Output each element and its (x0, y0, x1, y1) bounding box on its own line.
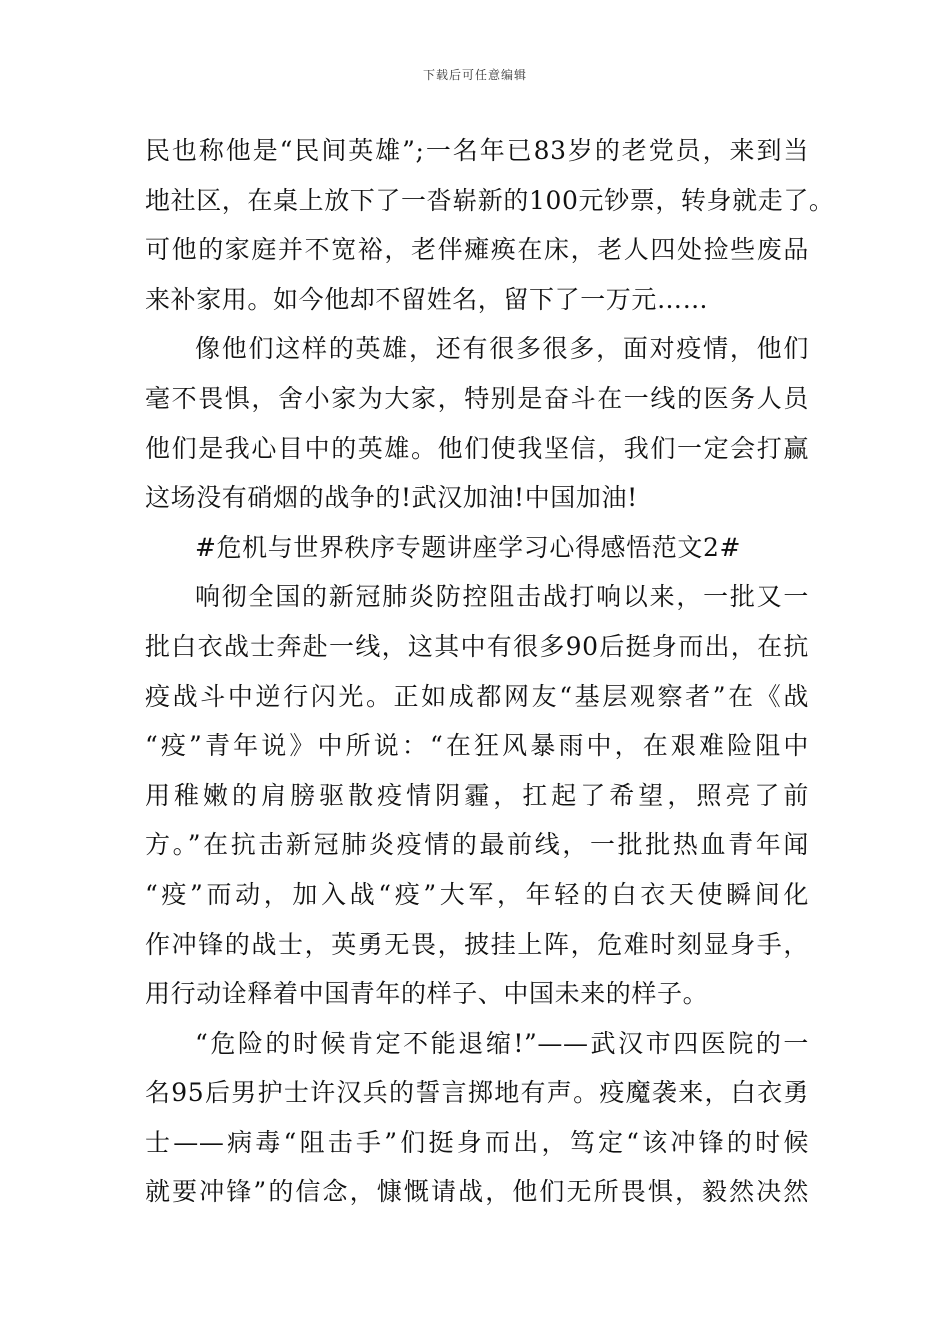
text-line: 民也称他是“民间英雄”;一名年已83岁的老党员，来到当 (145, 136, 809, 165)
text-line: 疫战斗中逆行闪光。正如成都网友“基层观察者”在《战 (145, 681, 809, 711)
text-line: #危机与世界秩序专题讲座学习心得感悟范文2# (195, 532, 742, 562)
text-line: 像他们这样的英雄，还有很多很多，面对疫情，他们 (195, 334, 809, 364)
text-line: “疫”而动，加入战“疫”大军，年轻的白衣天使瞬间化 (145, 879, 809, 909)
text-line: 作冲锋的战士，英勇无畏，披挂上阵，危难时刻显身手， (145, 929, 809, 959)
paragraph (145, 572, 809, 1018)
text-line: 毫不畏惧，舍小家为大家，特别是奋斗在一线的医务人员 (145, 383, 809, 413)
text-line: 响彻全国的新冠肺炎防控阻击战打响以来，一批又一 (195, 582, 809, 612)
text-line: 这场没有硝烟的战争的!武汉加油!中国加油! (145, 483, 638, 513)
section-heading (145, 523, 809, 573)
text-line: “疫”青年说》中所说：“在狂风暴雨中，在艰难险阻中 (145, 731, 809, 761)
text-line: 来补家用。如今他却不留姓名，留下了一万元…… (145, 284, 709, 314)
text-line: 地社区，在桌上放下了一沓崭新的100元钞票，转身就走了。 (145, 185, 835, 215)
text-line: 名95后男护士许汉兵的誓言掷地有声。疫魔袭来，白衣勇 (145, 1078, 809, 1108)
text-line: 他们是我心目中的英雄。他们使我坚信，我们一定会打赢 (145, 433, 809, 463)
text-line: 士——病毒“阻击手”们挺身而出，笃定“该冲锋的时候 (145, 1127, 809, 1157)
text-line: 可他的家庭并不宽裕，老伴瘫痪在床，老人四处捡些废品 (145, 235, 809, 265)
paragraph (145, 1019, 809, 1217)
text-line: 就要冲锋”的信念，慷慨请战，他们无所畏惧，毅然决然 (145, 1177, 809, 1207)
text-line: “危险的时候肯定不能退缩!”——武汉市四医院的一 (195, 1028, 809, 1058)
paragraph (145, 324, 809, 522)
text-line: 方。”在抗击新冠肺炎疫情的最前线，一批批热血青年闻 (145, 830, 809, 860)
text-line: 用行动诠释着中国青年的样子、中国未来的样子。 (145, 979, 709, 1009)
page-header-note: 下载后可任意编辑 (422, 68, 527, 82)
paragraph (145, 126, 835, 324)
text-line: 批白衣战士奔赴一线，这其中有很多90后挺身而出，在抗 (145, 631, 809, 661)
document-body (145, 126, 835, 1217)
text-line: 用稚嫩的肩膀驱散疫情阴霾，扛起了希望，照亮了前 (145, 780, 809, 810)
